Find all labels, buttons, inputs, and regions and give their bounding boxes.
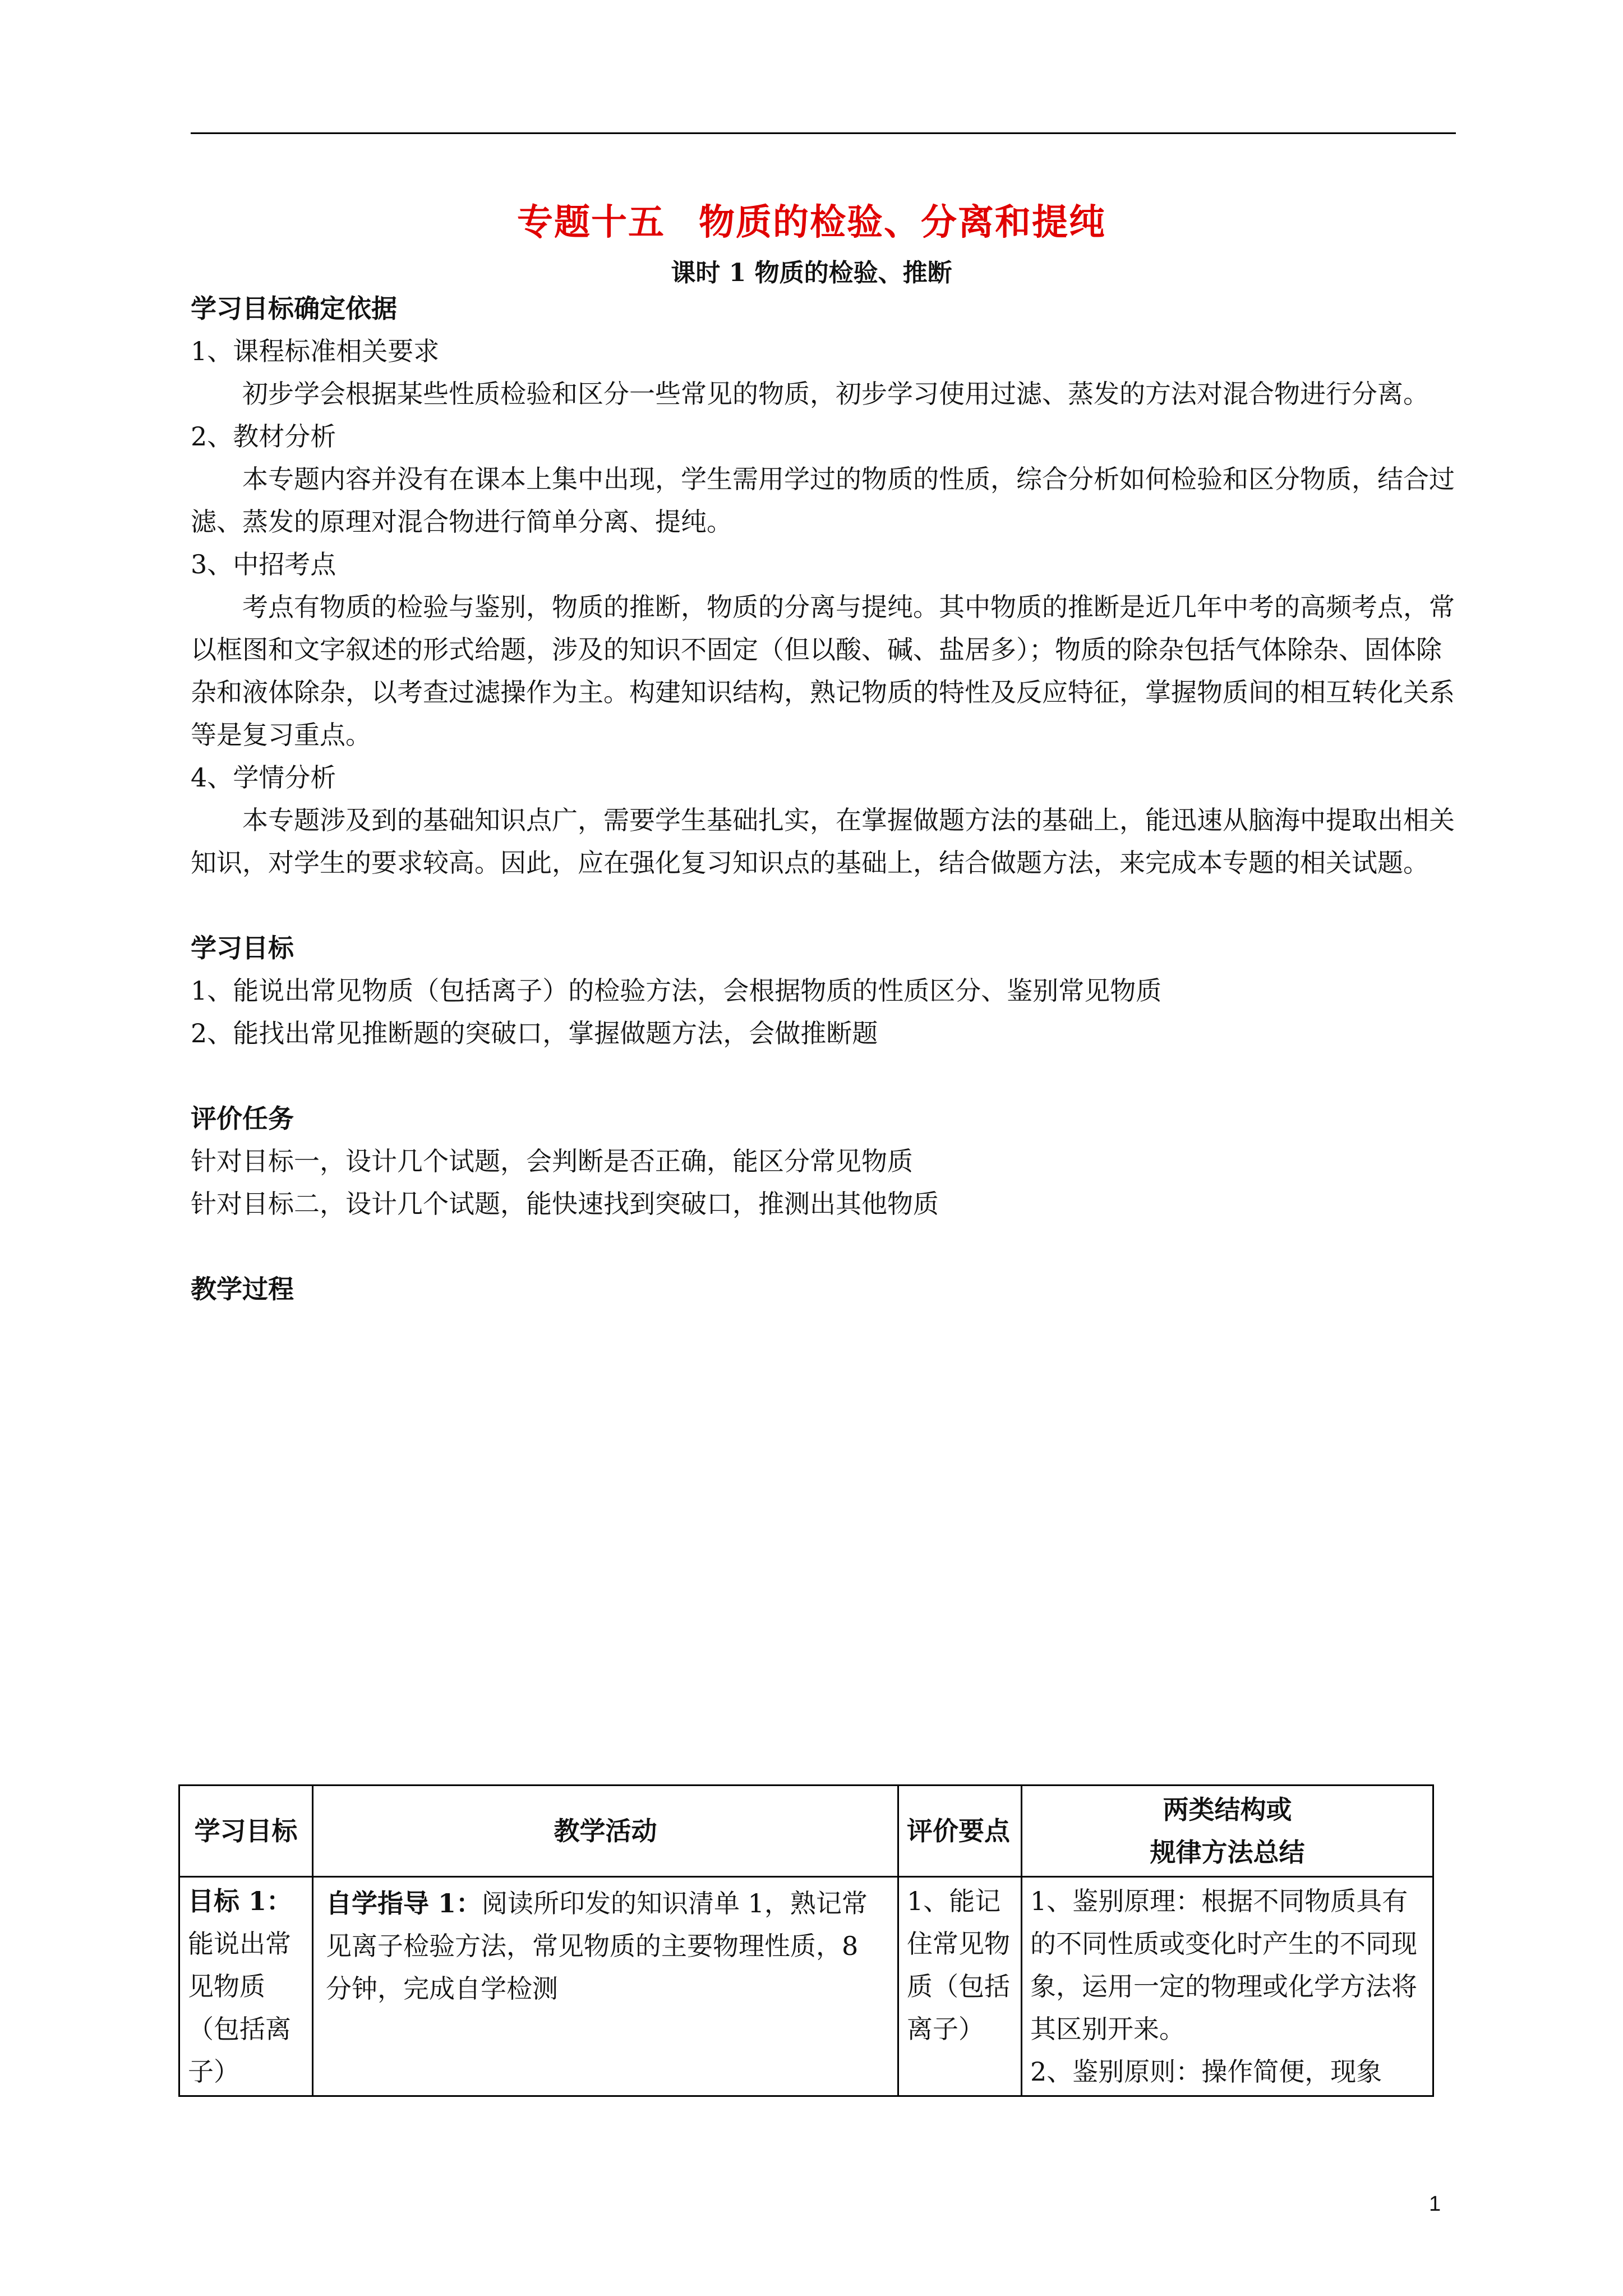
- header-teaching-activity: 教学活动: [313, 1786, 898, 1877]
- objectives-heading: 学习目标: [191, 933, 294, 963]
- basis-item-text: 本专题涉及到的基础知识点广，需要学生基础扎实，在掌握做题方法的基础上，能迅速从脑海中提取出相关知识，对学生的要求较高。因此，应在强化复习知识点的基础上，结合做题方法，来完成本专题的相关试题。: [191, 805, 1455, 878]
- header-rule: [191, 132, 1456, 134]
- objective-item: 2、能找出常见推断题的突破口，掌握做题方法，会做推断题: [191, 1018, 878, 1048]
- basis-item-heading: 3、中招考点: [191, 549, 336, 579]
- summary-rule: 2、鉴别原则：操作简便，现象: [1030, 2056, 1382, 2087]
- evaluation-item: 针对目标二，设计几个试题，能快速找到突破口，推测出其他物质: [191, 1189, 939, 1219]
- header-summary: 两类结构或 规律方法总结: [1022, 1786, 1433, 1877]
- title-topic-name: 物质的检验、分离和提纯: [699, 201, 1106, 243]
- objective-item: 1、能说出常见物质（包括离子）的检验方法，会根据物质的性质区分、鉴别常见物质: [191, 976, 1162, 1006]
- page-number: 1: [1429, 2192, 1441, 2216]
- header-learning-goal: 学习目标: [179, 1786, 313, 1877]
- basis-item-text: 初步学会根据某些性质检验和区分一些常见的物质，初步学习使用过滤、蒸发的方法对混合物进行分离。: [242, 379, 1429, 409]
- goal-cell: [179, 1877, 313, 2096]
- evaluation-heading: 评价任务: [191, 1103, 294, 1134]
- activity-text: 阅读所印发的知识清单 1，熟记常见离子检验方法，常见物质的主要物理性质，8 分钟，完成自学检测: [326, 1888, 868, 2004]
- table-header-row: [179, 1786, 1433, 1877]
- basis-item-text: 本专题内容并没有在课本上集中出现，学生需用学过的物质的性质，综合分析如何检验和区分物质，结合过滤、蒸发的原理对混合物进行简单分离、提纯。: [191, 464, 1455, 537]
- header-evaluation-points: 评价要点: [898, 1786, 1022, 1877]
- goal-label: 目标 1：: [188, 1886, 293, 1916]
- document-body: [191, 287, 1456, 1310]
- activity-cell: [313, 1877, 898, 2096]
- goal-text: 能说出常见物质（包括离子）: [188, 1929, 291, 2087]
- activity-label: 自学指导 1：: [326, 1888, 482, 1918]
- basis-item-heading: 2、教材分析: [191, 421, 336, 452]
- teaching-process-table: [178, 1784, 1434, 2097]
- summary-cell: [1022, 1877, 1433, 2096]
- summary-principle: 1、鉴别原理：根据不同物质具有的不同性质或变化时产生的不同现象，运用一定的物理或化学方法将其区别开来。: [1030, 1886, 1417, 2044]
- basis-item-heading: 1、课程标准相关要求: [191, 336, 440, 366]
- basis-item-text: 考点有物质的检验与鉴别，物质的推断，物质的分离与提纯。其中物质的推断是近几年中考的高频考点，常以框图和文字叙述的形式给题，涉及的知识不固定（但以酸、碱、盐居多）；物质的除杂包括气体除杂、固体除杂和液体除杂，以考查过滤操作为主。构建知识结构，熟记物质的特性及反应特征，掌握物质间的相互转化关系等是复习重点。: [191, 592, 1455, 750]
- basis-heading: 学习目标确定依据: [191, 293, 397, 324]
- basis-item-heading: 4、学情分析: [191, 762, 336, 793]
- evaluation-cell: 1、能记住常见物质（包括离子）: [898, 1877, 1022, 2096]
- evaluation-item: 针对目标一，设计几个试题，会判断是否正确，能区分常见物质: [191, 1146, 913, 1176]
- process-heading: 教学过程: [191, 1274, 294, 1304]
- table-row: [179, 1877, 1433, 2096]
- document-subtitle: 课时 1 物质的检验、推断: [671, 259, 952, 287]
- document-title: [0, 194, 1623, 245]
- title-topic-number: 专题十五: [517, 201, 665, 243]
